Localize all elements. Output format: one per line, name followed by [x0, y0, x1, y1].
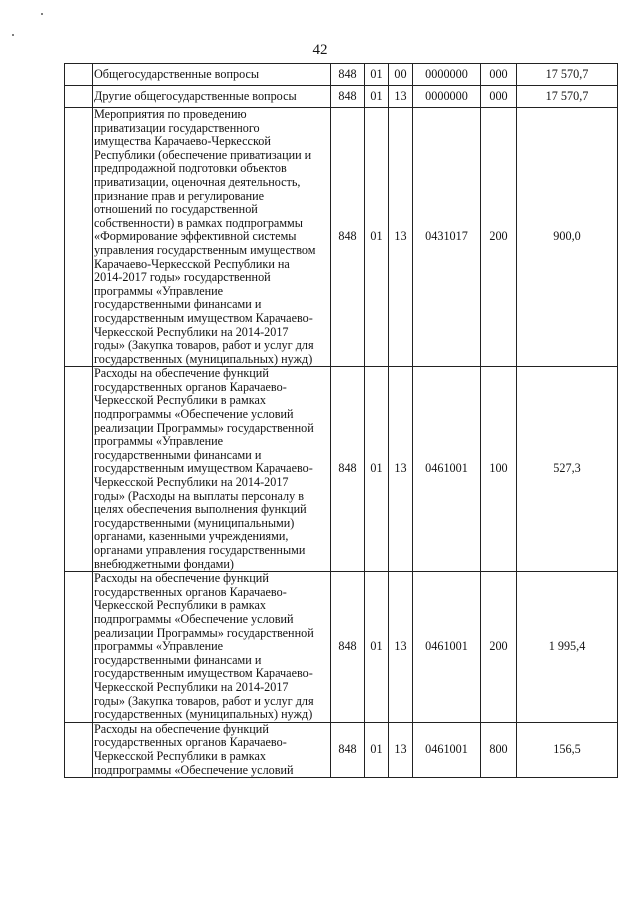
table-row — [65, 108, 618, 367]
rz-cell: 01 — [365, 572, 389, 723]
vr-cell: 800 — [481, 722, 517, 777]
ved-cell: 848 — [331, 367, 365, 572]
table-body — [65, 64, 618, 778]
row-marker-cell — [65, 86, 93, 108]
sum-cell: 17 570,7 — [517, 64, 618, 86]
csr-cell: 0461001 — [413, 572, 481, 723]
rz-cell: 01 — [365, 108, 389, 367]
vr-cell: 200 — [481, 108, 517, 367]
sum-cell: 900,0 — [517, 108, 618, 367]
table-row — [65, 572, 618, 723]
rz-cell: 01 — [365, 64, 389, 86]
csr-cell: 0000000 — [413, 86, 481, 108]
pr-cell: 13 — [389, 572, 413, 723]
sum-cell: 1 995,4 — [517, 572, 618, 723]
ved-cell: 848 — [331, 86, 365, 108]
ved-cell: 848 — [331, 108, 365, 367]
csr-cell: 0461001 — [413, 367, 481, 572]
scan-speck — [41, 13, 43, 15]
page-number: 42 — [312, 42, 328, 58]
scan-speck — [12, 34, 14, 36]
ved-cell: 848 — [331, 64, 365, 86]
pr-cell: 00 — [389, 64, 413, 86]
vr-cell: 200 — [481, 572, 517, 723]
csr-cell: 0431017 — [413, 108, 481, 367]
row-name-cell: Общегосударственные вопросы — [93, 64, 331, 86]
rz-cell: 01 — [365, 367, 389, 572]
vr-cell: 000 — [481, 86, 517, 108]
rz-cell: 01 — [365, 722, 389, 777]
row-marker-cell — [65, 108, 93, 367]
table-row — [65, 64, 618, 86]
budget-table — [64, 63, 618, 778]
pr-cell: 13 — [389, 108, 413, 367]
table-row — [65, 86, 618, 108]
vr-cell: 000 — [481, 64, 517, 86]
vr-cell: 100 — [481, 367, 517, 572]
csr-cell: 0000000 — [413, 64, 481, 86]
row-name-cell: Другие общегосударственные вопросы — [93, 86, 331, 108]
pr-cell: 13 — [389, 86, 413, 108]
csr-cell: 0461001 — [413, 722, 481, 777]
sum-cell: 527,3 — [517, 367, 618, 572]
sum-cell: 156,5 — [517, 722, 618, 777]
row-name-cell: Мероприятия по проведению приватизации государственного имущества Карачаево-Черкесской Республики (обеспечение приватизации и предпродажной подготовки объектов приватизации, оценочная деятельность, признание прав и регулирование отношений по государственной собственности) в рамках подпрограммы «Формирование эффективной системы управления государственным имуществом Карачаево-Черкесской Республики на 2014-2017 годы» государственной программы «Управление государственными финансами и государственным имуществом Карачаево- Черкесской Республики на 2014-2017 годы» (Закупка товаров, работ и услуг для государственных (муниципальных) нужд) — [93, 108, 331, 367]
ved-cell: 848 — [331, 572, 365, 723]
row-name-cell: Расходы на обеспечение функций государственных органов Карачаево- Черкесской Республики в рамках подпрограммы «Обеспечение условий реализации Программы» государственной программы «Управление государственными финансами и государственным имуществом Карачаево- Черкесской Республики на 2014-2017 годы» (Закупка товаров, работ и услуг для государственных (муниципальных) нужд) — [93, 572, 331, 723]
row-name-cell: Расходы на обеспечение функций государственных органов Карачаево- Черкесской Республики в рамках подпрограммы «Обеспечение условий — [93, 722, 331, 777]
pr-cell: 13 — [389, 367, 413, 572]
row-marker-cell — [65, 722, 93, 777]
row-marker-cell — [65, 367, 93, 572]
table-row — [65, 722, 618, 777]
rz-cell: 01 — [365, 86, 389, 108]
row-name-cell: Расходы на обеспечение функций государственных органов Карачаево- Черкесской Республики в рамках подпрограммы «Обеспечение условий реализации Программы» государственной программы «Управление государственными финансами и государственным имуществом Карачаево- Черкесской Республики на 2014-2017 годы» (Расходы на выплаты персоналу в целях обеспечения выполнения функций государственными (муниципальными) органами, казенными учреждениями, органами управления государственными внебюджетными фондами) — [93, 367, 331, 572]
pr-cell: 13 — [389, 722, 413, 777]
table-row — [65, 367, 618, 572]
ved-cell: 848 — [331, 722, 365, 777]
sum-cell: 17 570,7 — [517, 86, 618, 108]
row-marker-cell — [65, 572, 93, 723]
row-marker-cell — [65, 64, 93, 86]
